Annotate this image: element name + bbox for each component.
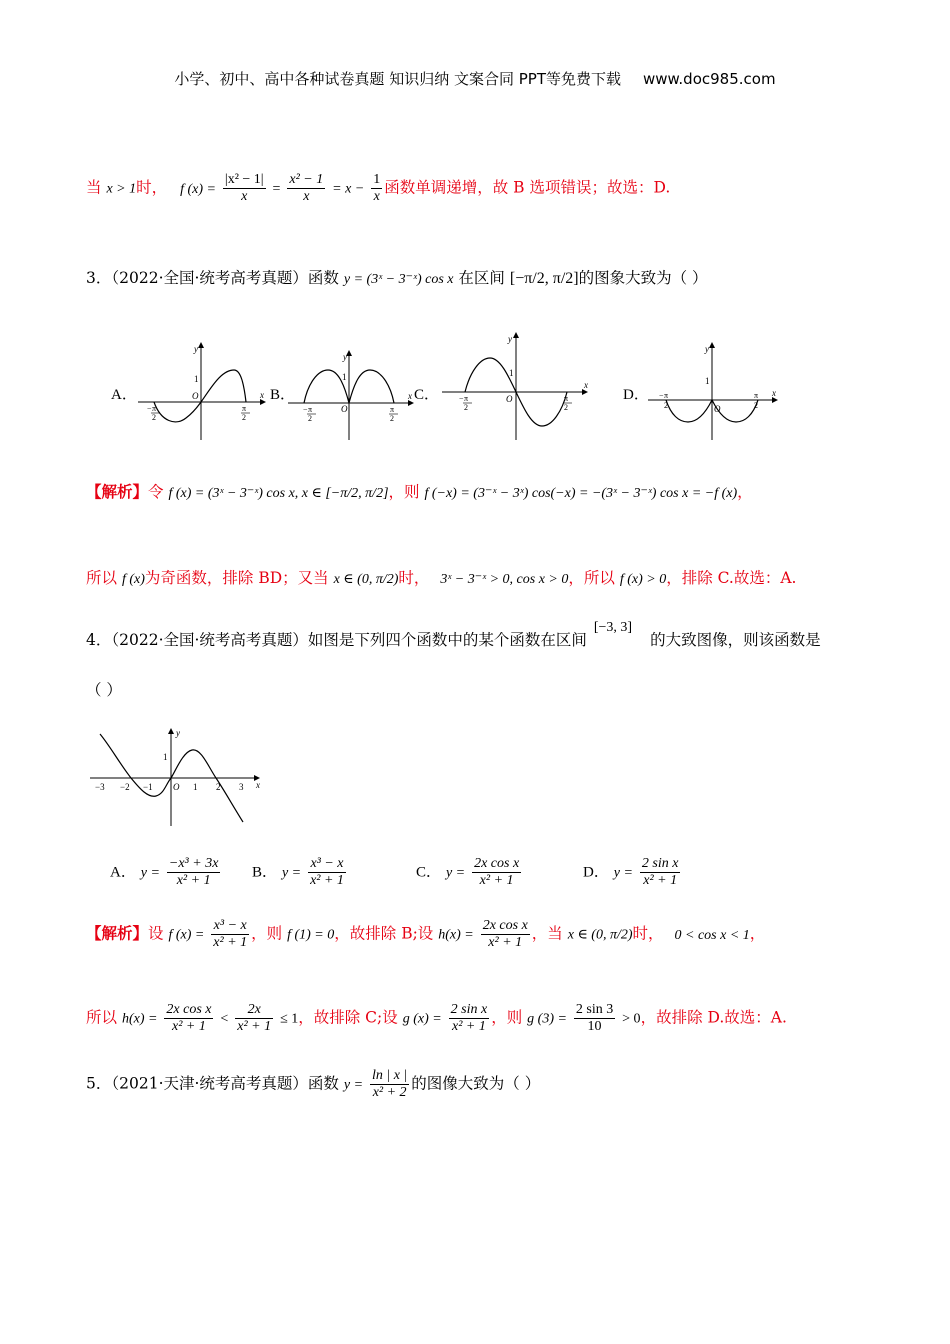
q3-graph-d <box>646 340 786 442</box>
q4-option-c[interactable] <box>416 856 523 889</box>
text-ling: 令 <box>148 483 164 501</box>
frac-num: 2x cos x <box>481 918 530 935</box>
math-eq: = <box>272 181 281 197</box>
solution-line-top <box>86 172 670 205</box>
q3-solution-line1 <box>86 480 753 502</box>
question-4-stem <box>86 620 821 650</box>
tick-neg2: −2 <box>120 782 130 792</box>
tick-two: 2 <box>242 413 246 422</box>
header-site: www.doc985.com <box>642 70 776 88</box>
q4-option-b[interactable] <box>252 856 348 889</box>
frac-num: 2x cos x <box>472 856 521 873</box>
question-5-stem <box>86 1068 540 1101</box>
math-pos: f (x) > 0 <box>619 572 667 587</box>
axis-x-label: x <box>256 780 260 790</box>
tick-3: 3 <box>239 782 244 792</box>
math-interval: [−3, 3] <box>593 620 633 635</box>
frac-abs <box>223 172 266 205</box>
text-exclude-c: ，故排除 C;设 <box>298 1008 398 1027</box>
option-frac <box>640 856 681 889</box>
tick-two: 2 <box>564 403 568 412</box>
option-label: C． <box>416 864 442 881</box>
text-dang: 当 <box>86 178 102 197</box>
text-interval: 在区间 <box>458 269 505 287</box>
origin-label: O <box>341 404 348 414</box>
frac-num: x³ − x <box>211 918 249 935</box>
question-number: 3． <box>86 269 112 287</box>
frac-g <box>449 1002 490 1035</box>
axis-y-label: y <box>508 334 512 344</box>
frac-num: 2x <box>235 1002 273 1019</box>
math-expr2: f (−x) = (3⁻ˣ − 3ˣ) cos(−x) = −(3ˣ − 3⁻ˣ) cos x = −f (x) <box>424 486 738 501</box>
tick-2: 2 <box>216 782 221 792</box>
frac-den: x² + 1 <box>451 1019 486 1035</box>
q4-graph <box>88 726 264 828</box>
tick-neg1: −1 <box>143 782 153 792</box>
frac-den: x² + 1 <box>479 873 514 889</box>
math-cos-ineq: 0 < cos x < 1 <box>674 927 750 943</box>
tick-two: 2 <box>664 401 668 410</box>
frac-num: 2 sin x <box>449 1002 490 1019</box>
tick-pi: π <box>664 391 669 400</box>
axis-x-label: x <box>772 388 776 398</box>
frac-den: x² + 1 <box>237 1019 272 1035</box>
frac-den: x <box>373 189 380 205</box>
axis-x-label: x <box>584 380 588 390</box>
text-exclude-b: ，故排除 B;设 <box>334 924 434 943</box>
option-frac <box>472 856 521 889</box>
math-lt: < <box>220 1011 229 1027</box>
tick-two: 2 <box>464 403 468 412</box>
math-lhs: y = <box>445 865 466 881</box>
math-h-lhs: h(x) = <box>121 1011 158 1027</box>
option-frac <box>167 856 221 889</box>
question-tail: 的大致图像，则该函数是 <box>650 631 821 649</box>
frac-num: 2x cos x <box>164 1002 213 1019</box>
text-comma: ， <box>737 483 753 501</box>
option-label: A． <box>110 864 136 881</box>
page-header <box>0 68 950 89</box>
question-tail: 的图象大致为（ ） <box>578 269 708 287</box>
frac-3 <box>371 172 382 205</box>
question-source: （2022·全国·统考高考真题）如图是下列四个函数中的某个函数在区间 <box>111 631 587 649</box>
frac-den: x² + 2 <box>372 1085 407 1101</box>
option-a-label[interactable]: A． <box>111 387 137 403</box>
axis-y-label: y <box>176 728 180 738</box>
text-answer: ，排除 C.故选：A. <box>666 569 797 587</box>
tick-1: 1 <box>193 782 198 792</box>
math-gt: > 0 <box>622 1011 641 1027</box>
text-shi: 时， <box>398 569 430 587</box>
tick-pi: π <box>390 405 395 414</box>
q4-option-d[interactable] <box>583 856 682 889</box>
solution-tag: 【解析】 <box>86 923 149 943</box>
tick-pi: π <box>464 394 469 403</box>
text-odd: 为奇函数，排除 BD；又当 <box>144 569 329 587</box>
math-lhs: y = <box>343 1077 364 1093</box>
tick-label-1: 1 <box>342 372 347 382</box>
frac-num: 1 <box>371 172 382 189</box>
tick-label-1: 1 <box>705 376 710 386</box>
math-cond: x ∈ (0, π/2) <box>333 572 399 587</box>
frac-den: x² + 1 <box>172 1019 206 1035</box>
frac-num: x² − 1 <box>287 172 325 189</box>
text-answer: ，故排除 D.故选：A. <box>640 1008 787 1027</box>
axis-y-label: y <box>194 344 198 354</box>
frac-den: x² + 1 <box>310 873 344 889</box>
text-suoyi: 所以 <box>86 569 118 587</box>
q3-graph-c <box>440 330 598 442</box>
text-she: 设 <box>148 924 164 943</box>
tick-pi: π <box>152 404 157 413</box>
tick-minus: − <box>659 391 664 400</box>
frac-q5 <box>370 1068 409 1101</box>
text-suffix: 函数单调递增，故 B 选项错误；故选：D. <box>384 178 671 197</box>
frac-num: 2 sin 3 <box>574 1002 615 1019</box>
frac-h3 <box>235 1002 273 1035</box>
frac-den: x <box>303 189 310 205</box>
tick-two: 2 <box>390 414 394 423</box>
option-label: D． <box>583 864 609 881</box>
question-tail: 的图像大致为（ ） <box>411 1074 541 1093</box>
frac-den: x² + 1 <box>488 935 523 951</box>
q4-solution-line2 <box>86 1002 787 1035</box>
question-4-paren: （ ） <box>86 681 122 699</box>
math-f1: f (1) = 0 <box>287 927 335 943</box>
tick-label-1: 1 <box>163 752 168 762</box>
solution-tag: 【解析】 <box>86 482 149 501</box>
frac-den: x² + 1 <box>176 873 211 889</box>
header-text: 小学、初中、高中各种试卷真题 知识归纳 文案合同 PPT等免费下载 <box>174 70 621 88</box>
math-ineq: 3ˣ − 3⁻ˣ > 0, cos x > 0 <box>440 572 569 587</box>
origin-label: O <box>192 391 199 401</box>
frac-num: |x² − 1| <box>223 172 266 189</box>
math-fx: f (x) <box>121 572 145 587</box>
frac-g3 <box>574 1002 615 1035</box>
math-f-lhs: f (x) = <box>168 927 205 943</box>
math-expr1: f (x) = (3ˣ − 3⁻ˣ) cos x, x ∈ [−π/2, π/2] <box>168 486 389 501</box>
q3-graph-a <box>136 340 271 442</box>
question-source: （2021·天津·统考高考真题）函数 <box>111 1074 339 1093</box>
question-number: 4． <box>86 631 112 649</box>
text-ze: ，则 <box>388 483 420 501</box>
option-label: B． <box>252 864 278 881</box>
math-lhs: y = <box>140 865 160 881</box>
tick-minus: − <box>459 394 464 403</box>
text-ze: ，则 <box>491 1008 523 1027</box>
math-h-lhs: h(x) = <box>438 927 474 943</box>
origin-label: O <box>714 404 721 414</box>
axis-x-label: x <box>260 390 264 400</box>
axis-y-label: y <box>705 344 709 354</box>
axis-y-label: y <box>343 352 347 362</box>
math-mid: = x − <box>332 181 365 197</box>
frac-den: 10 <box>587 1019 602 1035</box>
tick-minus: − <box>303 405 308 414</box>
tick-two: 2 <box>754 401 758 410</box>
axis-x-label: x <box>408 391 412 401</box>
q4-option-a[interactable] <box>110 856 222 889</box>
q3-graph-b <box>286 348 421 442</box>
math-cond: x > 1 <box>106 181 137 197</box>
math-cond: x ∈ (0, π/2) <box>567 927 633 943</box>
math-g-lhs: g (x) = <box>402 1011 442 1027</box>
frac-den: x <box>241 189 248 205</box>
tick-pi: π <box>754 391 759 400</box>
frac-h2 <box>164 1002 213 1035</box>
text-suoyi: 所以 <box>86 1008 118 1027</box>
tick-two: 2 <box>152 413 156 422</box>
question-number: 5． <box>86 1074 112 1093</box>
question-source: （2022·全国·统考高考真题）函数 <box>111 269 339 287</box>
origin-label: O <box>506 394 513 404</box>
tick-two: 2 <box>308 414 312 423</box>
frac-den: x² + 1 <box>643 873 678 889</box>
math-lhs: y = <box>613 865 633 881</box>
tick-neg3: −3 <box>95 782 105 792</box>
tick-pi: π <box>564 394 569 403</box>
text-suoyi2: ，所以 <box>568 569 615 587</box>
math-lhs: y = <box>281 865 302 881</box>
tick-pi: π <box>242 404 247 413</box>
option-c-label[interactable]: C． <box>414 387 440 403</box>
frac-num: ln | x | <box>370 1068 409 1085</box>
text-ze: ，则 <box>251 924 283 943</box>
frac-den: x² + 1 <box>213 935 248 951</box>
math-g3-lhs: g (3) = <box>527 1011 567 1027</box>
text-comma: ， <box>749 924 766 943</box>
text-dang: ，当 <box>531 924 563 943</box>
frac-h <box>481 918 530 951</box>
frac-2 <box>287 172 325 205</box>
text-shi: 时， <box>136 178 168 197</box>
option-frac <box>308 856 346 889</box>
origin-label: O <box>173 782 180 792</box>
tick-pi: π <box>308 405 313 414</box>
frac-num: −x³ + 3x <box>167 856 221 873</box>
math-le: ≤ 1 <box>280 1011 299 1027</box>
tick-label-1: 1 <box>194 374 199 384</box>
math-f-lhs: f (x) = <box>180 181 216 197</box>
math-interval: [−π/2, π/2] <box>509 270 579 287</box>
frac-f <box>211 918 249 951</box>
frac-num: x³ − x <box>308 856 346 873</box>
q4-solution-line1 <box>86 918 765 951</box>
tick-label-1: 1 <box>509 368 514 378</box>
option-b-label[interactable]: B． <box>270 387 296 403</box>
math-func: y = (3ˣ − 3⁻ˣ) cos x <box>343 272 454 287</box>
text-shi: 时， <box>632 924 664 943</box>
option-d-label[interactable]: D． <box>623 387 649 403</box>
frac-num: 2 sin x <box>640 856 681 873</box>
tick-minus: − <box>147 404 152 413</box>
q3-solution-line2 <box>86 566 796 588</box>
question-3-stem <box>86 266 708 288</box>
